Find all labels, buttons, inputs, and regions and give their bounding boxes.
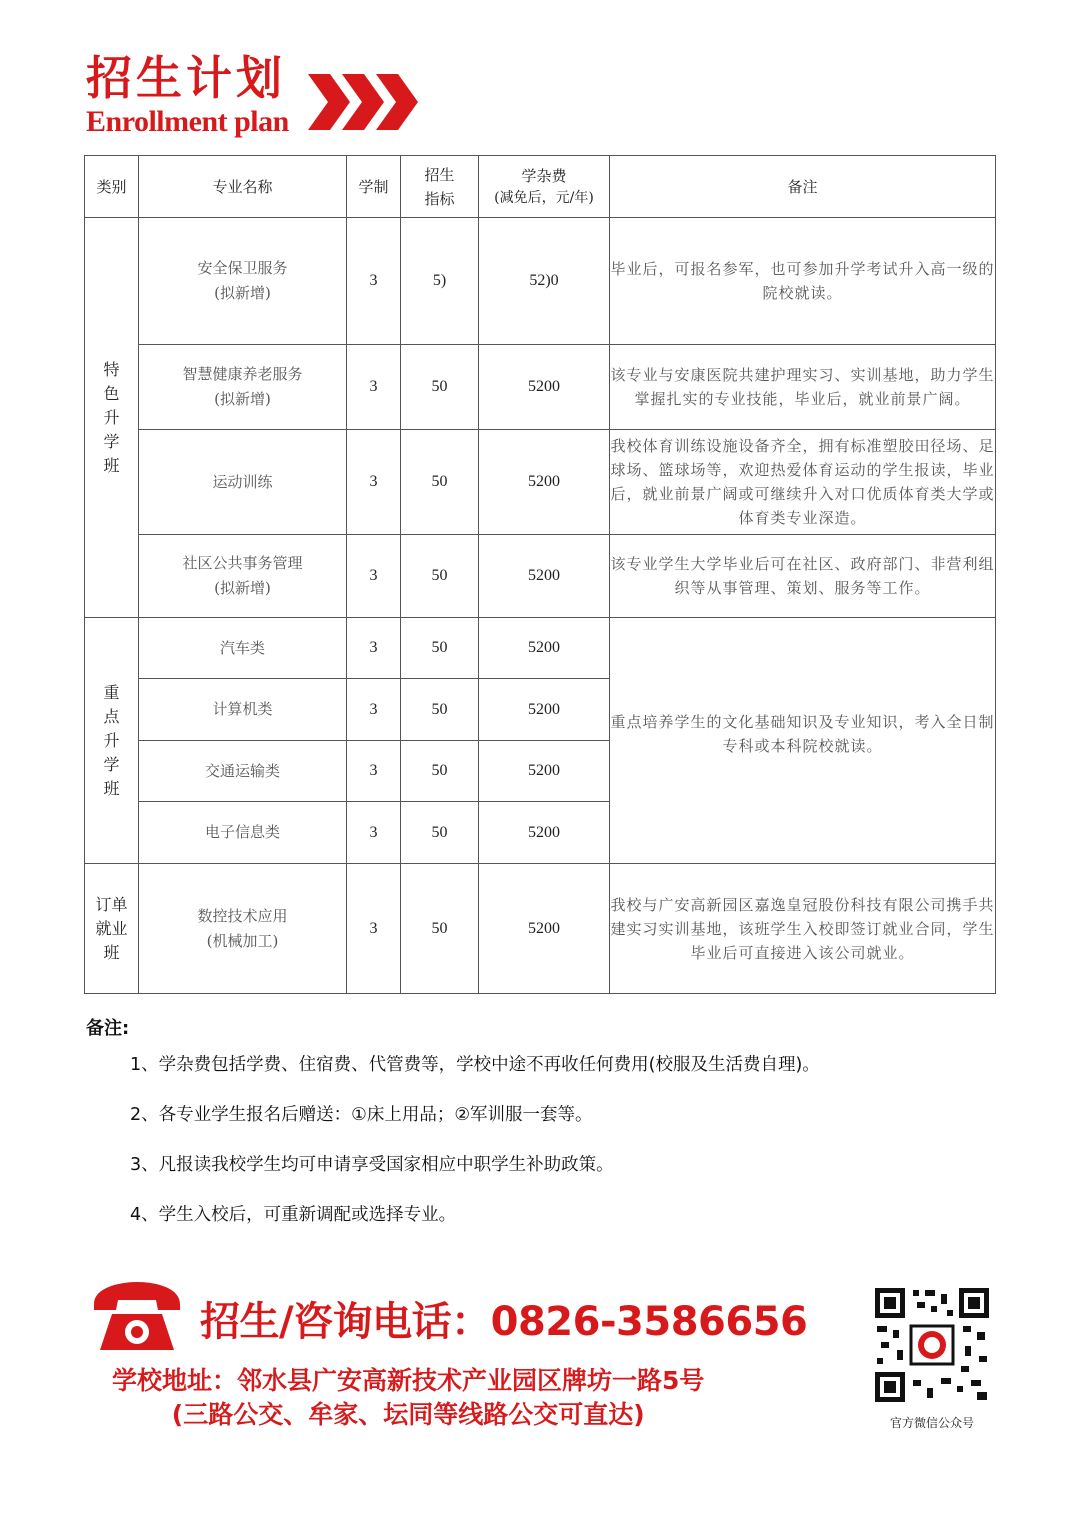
remarks-section <box>86 1014 820 1252</box>
remark-item: 1、学杂费包括学费、住宿费、代管费等，学校中途不再收任何费用(校服及生活费自理)。 <box>130 1055 820 1075</box>
header-duration: 学制 <box>347 156 401 218</box>
bus-info: (三路公交、牟家、坛同等线路公交可直达) <box>171 1400 645 1429</box>
phone-line <box>200 1290 807 1347</box>
note-cell: 该专业与安康医院共建护理实习、实训基地，助力学生掌握扎实的专业技能，毕业后，就业前景广阔。 <box>610 345 996 430</box>
category-cell: 特色升学班 <box>85 218 139 618</box>
contact-footer <box>0 1270 1080 1510</box>
phone-label: 招生/咨询电话： <box>200 1299 491 1345</box>
fee-cell: 5200 <box>479 535 610 618</box>
quota-cell: 50 <box>401 430 479 535</box>
duration-cell: 3 <box>347 679 401 741</box>
note-cell: 我校与广安高新园区嘉逸皇冠股份科技有限公司携手共建实习实训基地，该班学生入校即签订就业合同，学生毕业后可直接进入该公司就业。 <box>610 864 996 994</box>
table-row <box>85 218 996 345</box>
header-major: 专业名称 <box>139 156 347 218</box>
quota-cell: 50 <box>401 802 479 864</box>
remark-item: 4、学生入校后，可重新调配或选择专业。 <box>130 1205 457 1225</box>
major-cell: 电子信息类 <box>139 802 347 864</box>
quota-cell: 50 <box>401 679 479 741</box>
fee-cell: 5200 <box>479 345 610 430</box>
fee-cell: 5200 <box>479 864 610 994</box>
category-cell: 订单就业班 <box>85 864 139 994</box>
note-cell: 我校体育训练设施设备齐全，拥有标准塑胶田径场、足球场、篮球场等，欢迎热爱体育运动的学生报读，毕业后，就业前景广阔或可继续升入对口优质体育类大学或体育类专业深造。 <box>610 430 996 535</box>
page-header <box>86 52 289 138</box>
major-cell: 社区公共事务管理 (拟新增) <box>139 535 347 618</box>
note-cell: 该专业学生大学毕业后可在社区、政府部门、非营利组织等从事管理、策划、服务等工作。 <box>610 535 996 618</box>
fee-cell: 5200 <box>479 679 610 741</box>
quota-cell: 50 <box>401 864 479 994</box>
table-row <box>85 864 996 994</box>
duration-cell: 3 <box>347 741 401 802</box>
major-cell: 运动训练 <box>139 430 347 535</box>
remark-item: 3、凡报读我校学生均可申请享受国家相应中职学生补助政策。 <box>130 1155 614 1175</box>
note-cell: 毕业后，可报名参军，也可参加升学考试升入高一级的院校就读。 <box>610 218 996 345</box>
header-category: 类别 <box>85 156 139 218</box>
quota-cell: 50 <box>401 535 479 618</box>
fee-cell: 5200 <box>479 430 610 535</box>
chevron-arrows-icon <box>308 72 418 132</box>
table-row <box>85 345 996 430</box>
phone-number[interactable]: 0826-3586656 <box>490 1299 808 1345</box>
fee-cell: 5200 <box>479 741 610 802</box>
category-cell: 重点升学班 <box>85 618 139 864</box>
quota-cell: 50 <box>401 618 479 679</box>
table-header-row <box>85 156 996 218</box>
table-row <box>85 535 996 618</box>
enrollment-table <box>84 155 996 994</box>
major-cell: 交通运输类 <box>139 741 347 802</box>
major-cell: 智慧健康养老服务 (拟新增) <box>139 345 347 430</box>
quota-cell: 5) <box>401 218 479 345</box>
remarks-title: 备注: <box>86 1018 130 1039</box>
duration-cell: 3 <box>347 218 401 345</box>
table-row <box>85 618 996 679</box>
header-quota: 招生指标 <box>401 156 479 218</box>
fee-cell: 5200 <box>479 618 610 679</box>
header-notes: 备注 <box>610 156 996 218</box>
qr-code-icon[interactable] <box>873 1286 991 1404</box>
quota-cell: 50 <box>401 741 479 802</box>
remark-item: 2、各专业学生报名后赠送：①床上用品；②军训服一套等。 <box>130 1105 593 1125</box>
duration-cell: 3 <box>347 345 401 430</box>
school-address: 学校地址：邻水县广安高新技术产业园区牌坊一路5号 <box>112 1366 705 1395</box>
major-cell: 汽车类 <box>139 618 347 679</box>
major-cell: 数控技术应用 (机械加工) <box>139 864 347 994</box>
duration-cell: 3 <box>347 618 401 679</box>
duration-cell: 3 <box>347 864 401 994</box>
duration-cell: 3 <box>347 430 401 535</box>
duration-cell: 3 <box>347 535 401 618</box>
address-block <box>112 1364 704 1432</box>
title-chinese: 招生计划 <box>86 51 286 105</box>
major-cell: 安全保卫服务 (拟新增) <box>139 218 347 345</box>
duration-cell: 3 <box>347 802 401 864</box>
header-fee: 学杂费 (减免后，元/年) <box>479 156 610 218</box>
table-row <box>85 430 996 535</box>
note-cell: 重点培养学生的文化基础知识及专业知识，考入全日制专科或本科院校就读。 <box>610 618 996 864</box>
fee-cell: 52)0 <box>479 218 610 345</box>
title-english: Enrollment plan <box>86 105 289 138</box>
major-cell: 计算机类 <box>139 679 347 741</box>
telephone-icon <box>90 1280 184 1352</box>
fee-cell: 5200 <box>479 802 610 864</box>
qr-label: 官方微信公众号 <box>889 1416 974 1430</box>
quota-cell: 50 <box>401 345 479 430</box>
